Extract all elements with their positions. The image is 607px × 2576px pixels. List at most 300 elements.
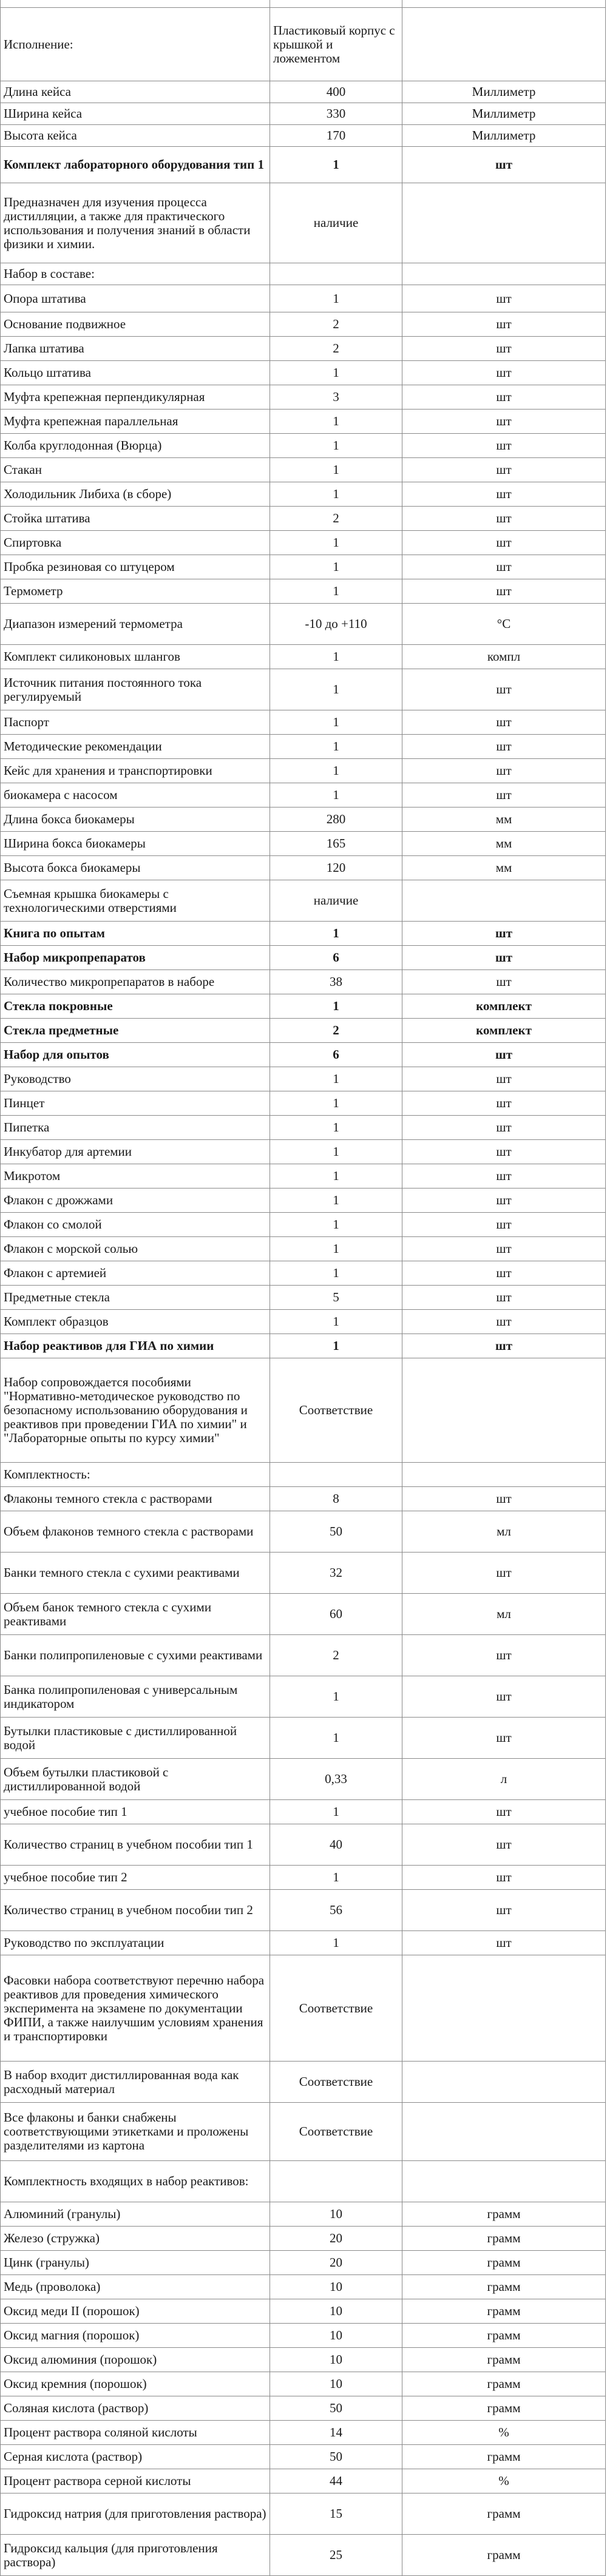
item-unit-cell: грамм (402, 2535, 606, 2576)
item-name-cell: Пипетка (1, 1116, 270, 1140)
item-unit-cell: шт (402, 1213, 606, 1237)
item-name-cell: Набор реактивов для ГИА по химии (1, 1334, 270, 1358)
item-unit-cell: шт (402, 337, 606, 361)
item-unit-cell (402, 1358, 606, 1463)
table-row (1, 1043, 606, 1067)
table-row (1, 1594, 606, 1635)
item-name-cell: Набор в составе: (1, 263, 270, 285)
item-unit-cell: грамм (402, 2275, 606, 2299)
item-value-cell: 1 (270, 1866, 402, 1890)
item-name-cell: Набор сопровождается пособиями "Нормативно-методическое руководство по безопасному использованию оборудования и реактивов при проведении ГИА по химии" и "Лабораторные опыты по курсу химии" (1, 1358, 270, 1463)
item-name-cell: Комплект силиконовых шлангов (1, 645, 270, 669)
item-name-cell: Процент раствора серной кислоты (1, 2469, 270, 2493)
item-unit-cell (402, 2062, 606, 2103)
table-row (1, 1091, 606, 1116)
table-row (1, 2469, 606, 2493)
item-unit-cell: шт (402, 312, 606, 337)
item-name-cell: Банки полипропиленовые с сухими реактивами (1, 1635, 270, 1676)
item-name-cell: Банка полипропиленовая с универсальным индикатором (1, 1676, 270, 1718)
item-name-cell: Набор для опытов (1, 1043, 270, 1067)
item-value-cell: 60 (270, 1594, 402, 1635)
table-row (1, 994, 606, 1019)
item-unit-cell: шт (402, 1890, 606, 1931)
item-name-cell: Бутылки пластиковые с дистиллированной водой (1, 1718, 270, 1759)
item-unit-cell: шт (402, 946, 606, 970)
item-name-cell: Стекла предметные (1, 1019, 270, 1043)
table-row (1, 1511, 606, 1553)
item-value-cell: 1 (270, 1800, 402, 1824)
table-row (1, 1955, 606, 2062)
table-row (1, 2227, 606, 2251)
table-row (1, 2396, 606, 2421)
item-value-cell: 1 (270, 1931, 402, 1955)
item-unit-cell: грамм (402, 2251, 606, 2275)
item-unit-cell (402, 263, 606, 285)
item-value-cell: 1 (270, 645, 402, 669)
item-value-cell (270, 263, 402, 285)
item-unit-cell: шт (402, 783, 606, 808)
item-name-cell: Стекла покровные (1, 994, 270, 1019)
item-name-cell: Книга по опытам (1, 922, 270, 946)
item-unit-cell: шт (402, 1866, 606, 1890)
table-row (1, 81, 606, 103)
item-value-cell: 1 (270, 555, 402, 579)
item-value-cell: 14 (270, 2421, 402, 2445)
item-unit-cell: шт (402, 1487, 606, 1511)
item-value-cell: 1 (270, 1334, 402, 1358)
item-unit-cell: шт (402, 1553, 606, 1594)
item-unit-cell: комплект (402, 994, 606, 1019)
table-row (1, 579, 606, 604)
table-row (1, 1800, 606, 1824)
table-row (1, 1286, 606, 1310)
table-row (1, 1824, 606, 1866)
table-row (1, 1140, 606, 1164)
item-value-cell (270, 2161, 402, 2202)
table-row (1, 531, 606, 555)
table-row (1, 8, 606, 81)
item-name-cell: Серная кислота (раствор) (1, 2445, 270, 2469)
item-unit-cell: °C (402, 604, 606, 645)
item-name-cell: Длина кейса (1, 81, 270, 103)
table-row (1, 458, 606, 482)
item-name-cell: Термометр (1, 579, 270, 604)
item-name-cell: Руководство по эксплуатации (1, 1931, 270, 1955)
item-name-cell: Диапазон измерений термометра (1, 604, 270, 645)
item-value-cell: 40 (270, 1824, 402, 1866)
table-row (1, 832, 606, 856)
item-unit-cell: шт (402, 507, 606, 531)
item-value-cell: 1 (270, 579, 402, 604)
table-row (1, 1676, 606, 1718)
item-value-cell: 1 (270, 434, 402, 458)
table-row (1, 1189, 606, 1213)
item-unit-cell: шт (402, 147, 606, 183)
item-unit-cell: грамм (402, 2348, 606, 2372)
item-unit-cell (402, 8, 606, 81)
item-name-cell: Количество страниц в учебном пособии тип 1 (1, 1824, 270, 1866)
table-row (1, 1358, 606, 1463)
item-name-cell: Основание подвижное (1, 312, 270, 337)
item-unit-cell: шт (402, 1237, 606, 1261)
table-row (1, 1487, 606, 1511)
item-value-cell: 1 (270, 669, 402, 710)
item-value-cell: 1 (270, 759, 402, 783)
item-unit-cell: грамм (402, 2324, 606, 2348)
item-value-cell: 56 (270, 1890, 402, 1931)
table-row (1, 361, 606, 385)
table-row (1, 2493, 606, 2535)
item-unit-cell: шт (402, 970, 606, 994)
item-value-cell: 1 (270, 994, 402, 1019)
item-unit-cell: шт (402, 1310, 606, 1334)
item-unit-cell: шт (402, 579, 606, 604)
table-row (1, 856, 606, 880)
table-row (1, 922, 606, 946)
item-value-cell: 20 (270, 2227, 402, 2251)
item-name-cell: Исполнение: (1, 8, 270, 81)
table-row (1, 2062, 606, 2103)
item-unit-cell (402, 1955, 606, 2062)
table-row (1, 880, 606, 922)
item-value-cell: 2 (270, 1019, 402, 1043)
item-unit-cell: мл (402, 1594, 606, 1635)
item-unit-cell: мм (402, 832, 606, 856)
item-value-cell: 10 (270, 2348, 402, 2372)
item-value-cell: 1 (270, 1091, 402, 1116)
item-name-cell: Флакон с артемией (1, 1261, 270, 1286)
table-row (1, 2348, 606, 2372)
item-name-cell: Высота кейса (1, 125, 270, 147)
item-name-cell: Руководство (1, 1067, 270, 1091)
table-row (1, 946, 606, 970)
item-name-cell: Набор микропрепаратов (1, 946, 270, 970)
item-unit-cell: шт (402, 1164, 606, 1189)
item-name-cell: Железо (стружка) (1, 2227, 270, 2251)
table-row (1, 555, 606, 579)
item-unit-cell: Миллиметр (402, 125, 606, 147)
item-unit-cell: грамм (402, 2445, 606, 2469)
table-row (1, 2275, 606, 2299)
item-unit-cell: мм (402, 856, 606, 880)
table-row (1, 1310, 606, 1334)
item-unit-cell: грамм (402, 2372, 606, 2396)
table-row (1, 147, 606, 183)
item-value-cell: 6 (270, 946, 402, 970)
item-value-cell: 1 (270, 735, 402, 759)
item-name-cell: Опора штатива (1, 285, 270, 312)
item-name-cell: Количество страниц в учебном пособии тип 2 (1, 1890, 270, 1931)
item-value-cell: Соответствие (270, 1955, 402, 2062)
item-value-cell: 2 (270, 312, 402, 337)
item-value-cell: 10 (270, 2202, 402, 2227)
item-value-cell: 1 (270, 482, 402, 507)
table-row (1, 1931, 606, 1955)
item-unit-cell: шт (402, 1931, 606, 1955)
item-name-cell: Комплектность входящих в набор реактивов: (1, 2161, 270, 2202)
item-value-cell: 1 (270, 1261, 402, 1286)
item-name-cell: Холодильник Либиха (в сборе) (1, 482, 270, 507)
item-value-cell: 44 (270, 2469, 402, 2493)
item-value-cell: 2 (270, 337, 402, 361)
table-row (1, 1164, 606, 1189)
item-unit-cell: шт (402, 1261, 606, 1286)
table-row (1, 710, 606, 735)
table-row (1, 1213, 606, 1237)
item-value-cell: 6 (270, 1043, 402, 1067)
item-unit-cell: шт (402, 1824, 606, 1866)
item-name-cell: Цинк (гранулы) (1, 2251, 270, 2275)
item-name-cell: Фасовки набора соответствуют перечню набора реактивов для проведения химического эксперимента на экзамене по документации ФИПИ, а также наилучшим условиям хранения и транспортировки (1, 1955, 270, 2062)
item-value-cell: 1 (270, 1237, 402, 1261)
table-row (1, 808, 606, 832)
item-unit-cell: шт (402, 922, 606, 946)
item-unit-cell: шт (402, 385, 606, 410)
table-row (1, 285, 606, 312)
item-unit-cell: шт (402, 285, 606, 312)
item-unit-cell: % (402, 2469, 606, 2493)
item-unit-cell (402, 880, 606, 922)
table-row (1, 385, 606, 410)
item-name-cell: Лапка штатива (1, 337, 270, 361)
item-value-cell: 1 (270, 1213, 402, 1237)
spec-table-body (1, 0, 606, 2576)
item-value-cell: 10 (270, 2299, 402, 2324)
item-name-cell: Банки темного стекла с сухими реактивами (1, 1553, 270, 1594)
table-row (1, 1116, 606, 1140)
item-name-cell: Комплект лабораторного оборудования тип 1 (1, 147, 270, 183)
item-name-cell: Комплект образцов (1, 1310, 270, 1334)
item-value-cell: 15 (270, 2493, 402, 2535)
table-row (1, 183, 606, 263)
item-name-cell: Медь (проволока) (1, 2275, 270, 2299)
item-value-cell: 10 (270, 2275, 402, 2299)
table-row (1, 103, 606, 125)
table-row (1, 1019, 606, 1043)
item-value-cell: 50 (270, 1511, 402, 1553)
item-value-cell (270, 1463, 402, 1487)
item-value-cell: наличие (270, 183, 402, 263)
item-value-cell: 400 (270, 81, 402, 103)
table-row (1, 783, 606, 808)
item-value-cell: 1 (270, 1067, 402, 1091)
item-value-cell (270, 0, 402, 8)
item-unit-cell: шт (402, 1334, 606, 1358)
item-name-cell: Источник питания постоянного тока регулируемый (1, 669, 270, 710)
item-name-cell (1, 0, 270, 8)
item-name-cell: Все флаконы и банки снабжены соответствующими этикетками и проложены разделителями из картона (1, 2103, 270, 2161)
item-value-cell: 1 (270, 1310, 402, 1334)
item-value-cell: 1 (270, 783, 402, 808)
item-unit-cell: шт (402, 434, 606, 458)
item-value-cell: 1 (270, 361, 402, 385)
item-value-cell: 1 (270, 1140, 402, 1164)
item-unit-cell: грамм (402, 2299, 606, 2324)
table-row (1, 970, 606, 994)
item-value-cell: 10 (270, 2324, 402, 2348)
item-name-cell: Объем банок темного стекла с сухими реактивами (1, 1594, 270, 1635)
item-name-cell: Методические рекомендации (1, 735, 270, 759)
item-unit-cell: шт (402, 1043, 606, 1067)
table-row (1, 2202, 606, 2227)
item-name-cell: Муфта крепежная перпендикулярная (1, 385, 270, 410)
item-value-cell: Соответствие (270, 2062, 402, 2103)
item-value-cell: 5 (270, 1286, 402, 1310)
item-unit-cell: шт (402, 759, 606, 783)
item-name-cell: Спиртовка (1, 531, 270, 555)
item-value-cell: 1 (270, 1676, 402, 1718)
item-unit-cell: мл (402, 1511, 606, 1553)
item-value-cell: 2 (270, 1635, 402, 1676)
item-value-cell: 1 (270, 410, 402, 434)
item-value-cell: наличие (270, 880, 402, 922)
item-unit-cell: грамм (402, 2396, 606, 2421)
item-name-cell: Оксид меди II (порошок) (1, 2299, 270, 2324)
table-row (1, 669, 606, 710)
item-name-cell: учебное пособие тип 1 (1, 1800, 270, 1824)
item-value-cell: Соответствие (270, 1358, 402, 1463)
item-value-cell: 1 (270, 1116, 402, 1140)
item-name-cell: Стакан (1, 458, 270, 482)
item-unit-cell: шт (402, 1676, 606, 1718)
item-value-cell: 8 (270, 1487, 402, 1511)
table-row (1, 434, 606, 458)
item-unit-cell (402, 2161, 606, 2202)
item-value-cell: -10 до +110 (270, 604, 402, 645)
item-value-cell: 3 (270, 385, 402, 410)
table-row (1, 2421, 606, 2445)
item-value-cell: 1 (270, 285, 402, 312)
item-name-cell: Кольцо штатива (1, 361, 270, 385)
item-value-cell: 170 (270, 125, 402, 147)
table-row (1, 410, 606, 434)
table-row (1, 507, 606, 531)
item-name-cell: Паспорт (1, 710, 270, 735)
item-name-cell: Объем флаконов темного стекла с растворами (1, 1511, 270, 1553)
table-row (1, 645, 606, 669)
table-row (1, 125, 606, 147)
item-value-cell: Соответствие (270, 2103, 402, 2161)
item-value-cell: 50 (270, 2396, 402, 2421)
item-unit-cell: шт (402, 361, 606, 385)
item-name-cell: Инкубатор для артемии (1, 1140, 270, 1164)
item-name-cell: Кейс для хранения и транспортировки (1, 759, 270, 783)
table-row (1, 1635, 606, 1676)
item-name-cell: Гидроксид кальция (для приготовления раствора) (1, 2535, 270, 2576)
item-name-cell: Предназначен для изучения процесса дистилляции, а также для практического использования и получения знаний в области физики и химии. (1, 183, 270, 263)
item-unit-cell (402, 0, 606, 8)
item-unit-cell: шт (402, 555, 606, 579)
item-name-cell: Объем бутылки пластиковой с дистиллированной водой (1, 1759, 270, 1800)
table-row (1, 1553, 606, 1594)
item-unit-cell: шт (402, 1140, 606, 1164)
table-row (1, 2251, 606, 2275)
item-value-cell: 1 (270, 922, 402, 946)
item-name-cell: Гидроксид натрия (для приготовления раствора) (1, 2493, 270, 2535)
item-value-cell: 165 (270, 832, 402, 856)
item-name-cell: биокамера с насосом (1, 783, 270, 808)
item-unit-cell: шт (402, 1635, 606, 1676)
table-row (1, 759, 606, 783)
table-row (1, 2161, 606, 2202)
item-value-cell: 1 (270, 1718, 402, 1759)
item-name-cell: Флакон с дрожжами (1, 1189, 270, 1213)
item-name-cell: Длина бокса биокамеры (1, 808, 270, 832)
item-name-cell: В набор входит дистиллированная вода как расходный материал (1, 2062, 270, 2103)
item-value-cell: 1 (270, 147, 402, 183)
item-value-cell: 280 (270, 808, 402, 832)
item-unit-cell: мм (402, 808, 606, 832)
item-name-cell: Пробка резиновая со штуцером (1, 555, 270, 579)
table-row (1, 1067, 606, 1091)
item-name-cell: Оксид кремния (порошок) (1, 2372, 270, 2396)
table-row (1, 2299, 606, 2324)
item-unit-cell: компл (402, 645, 606, 669)
item-value-cell: 1 (270, 458, 402, 482)
table-row (1, 2103, 606, 2161)
item-name-cell: Алюминий (гранулы) (1, 2202, 270, 2227)
item-name-cell: Высота бокса биокамеры (1, 856, 270, 880)
table-row (1, 1334, 606, 1358)
item-name-cell: Флакон со смолой (1, 1213, 270, 1237)
table-row (1, 1866, 606, 1890)
item-name-cell: Процент раствора соляной кислоты (1, 2421, 270, 2445)
item-unit-cell: грамм (402, 2227, 606, 2251)
item-unit-cell: л (402, 1759, 606, 1800)
item-value-cell: 0,33 (270, 1759, 402, 1800)
item-unit-cell (402, 2103, 606, 2161)
table-row (1, 1463, 606, 1487)
item-unit-cell (402, 1463, 606, 1487)
item-value-cell: 50 (270, 2445, 402, 2469)
item-value-cell: 120 (270, 856, 402, 880)
item-unit-cell: шт (402, 1067, 606, 1091)
item-unit-cell (402, 183, 606, 263)
item-unit-cell: шт (402, 458, 606, 482)
table-row (1, 2535, 606, 2576)
item-name-cell: Микротом (1, 1164, 270, 1189)
table-row (1, 2372, 606, 2396)
item-value-cell: 1 (270, 710, 402, 735)
item-unit-cell: грамм (402, 2493, 606, 2535)
item-unit-cell: шт (402, 531, 606, 555)
table-row (1, 735, 606, 759)
table-row (1, 2324, 606, 2348)
item-unit-cell: шт (402, 1800, 606, 1824)
item-value-cell: 38 (270, 970, 402, 994)
item-name-cell: Муфта крепежная параллельная (1, 410, 270, 434)
item-value-cell: 32 (270, 1553, 402, 1594)
item-name-cell: Флакон с морской солью (1, 1237, 270, 1261)
item-name-cell: Оксид магния (порошок) (1, 2324, 270, 2348)
item-value-cell: 1 (270, 531, 402, 555)
item-unit-cell: шт (402, 1116, 606, 1140)
item-unit-cell: шт (402, 1718, 606, 1759)
item-unit-cell: шт (402, 1091, 606, 1116)
item-value-cell: 25 (270, 2535, 402, 2576)
item-name-cell: Стойка штатива (1, 507, 270, 531)
table-row (1, 0, 606, 8)
table-row (1, 1261, 606, 1286)
item-unit-cell: % (402, 2421, 606, 2445)
item-value-cell: 10 (270, 2372, 402, 2396)
table-row (1, 337, 606, 361)
item-unit-cell: Миллиметр (402, 103, 606, 125)
item-name-cell: Количество микропрепаратов в наборе (1, 970, 270, 994)
item-value-cell: 20 (270, 2251, 402, 2275)
item-name-cell: учебное пособие тип 2 (1, 1866, 270, 1890)
item-name-cell: Оксид алюминия (порошок) (1, 2348, 270, 2372)
